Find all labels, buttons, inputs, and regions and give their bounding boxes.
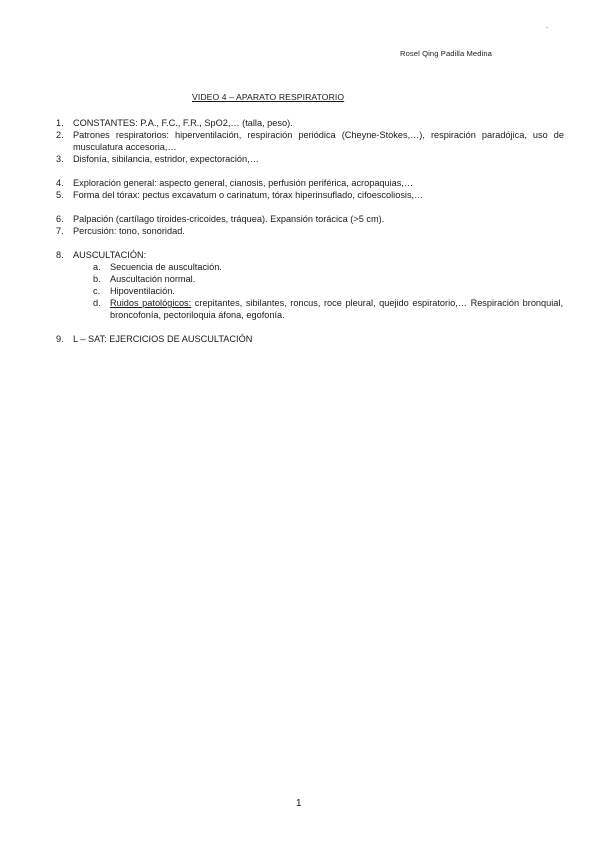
item-number: 3. — [56, 154, 64, 164]
sub-item-label: Ruidos patológicos: — [110, 298, 192, 308]
sub-item-text: Secuencia de auscultación. — [110, 262, 222, 272]
item-text: Disfonía, sibilancia, estridor, expectoración,… — [73, 154, 259, 164]
item-number: 2. — [56, 130, 64, 140]
item-number: 5. — [56, 190, 64, 200]
list-item — [56, 129, 564, 153]
sub-item-letter: a. — [93, 262, 101, 272]
spacer — [56, 237, 564, 249]
sub-item — [93, 261, 563, 273]
sub-item-text — [110, 297, 563, 321]
page-number: 1 — [296, 798, 302, 809]
list-item — [56, 177, 564, 189]
list-item — [56, 213, 564, 225]
sub-item — [93, 297, 563, 321]
item-number: 1. — [56, 118, 64, 128]
auscultation-sublist — [93, 261, 563, 321]
sub-item-letter: c. — [93, 286, 101, 296]
list-item — [56, 153, 564, 165]
item-text: Percusión: tono, sonoridad. — [73, 226, 185, 236]
sub-item — [93, 273, 563, 285]
list-item — [56, 333, 564, 345]
sub-item-text: Auscultación normal. — [110, 274, 196, 284]
item-text: Forma del tórax: pectus excavatum o carinatum, tórax hiperinsuflado, cifoescoliosis,… — [73, 190, 424, 200]
sub-item-letter: d. — [93, 298, 101, 308]
item-text: Palpación (cartílago tiroides-cricoides, tráquea). Expansión torácica (>5 cm). — [73, 214, 385, 224]
sub-item-letter: b. — [93, 274, 101, 284]
item-text: Patrones respiratorios: hiperventilación, respiración periódica (Cheyne-Stokes,…), respiración paradójica, uso de musculatura accesoria,… — [73, 130, 564, 152]
spacer — [56, 201, 564, 213]
list-item — [56, 117, 564, 129]
item-text: L – SAT: EJERCICIOS DE AUSCULTACIÓN — [73, 334, 253, 344]
item-number: 9. — [56, 334, 64, 344]
spacer — [56, 165, 564, 177]
item-number: 8. — [56, 250, 64, 260]
document-title: VIDEO 4 – APARATO RESPIRATORIO — [192, 92, 345, 102]
sub-item-text: Hipoventilación. — [110, 286, 175, 296]
item-text: AUSCULTACIÓN: — [73, 250, 147, 260]
spacer — [56, 321, 564, 333]
scan-mark — [546, 27, 548, 28]
list-item — [56, 225, 564, 237]
item-text: Exploración general: aspecto general, cianosis, perfusión periférica, acropaquias,… — [73, 178, 414, 188]
item-text: CONSTANTES: P.A., F.C., F.R., SpO2,… (talla, peso). — [73, 118, 293, 128]
sub-item-detail: crepitantes, sibilantes, roncus, roce pleural, quejido espiratorio,… Respiración bronquial, broncofonía, pectoriloquia áfona, egofonía. — [110, 298, 564, 320]
item-number: 4. — [56, 178, 64, 188]
item-number: 7. — [56, 226, 64, 236]
topic-list — [56, 117, 564, 345]
item-number: 6. — [56, 214, 64, 224]
list-item — [56, 189, 564, 201]
list-item — [56, 249, 564, 261]
sub-item — [93, 285, 563, 297]
author-name: Rosel Qing Padilla Medina — [400, 49, 492, 58]
